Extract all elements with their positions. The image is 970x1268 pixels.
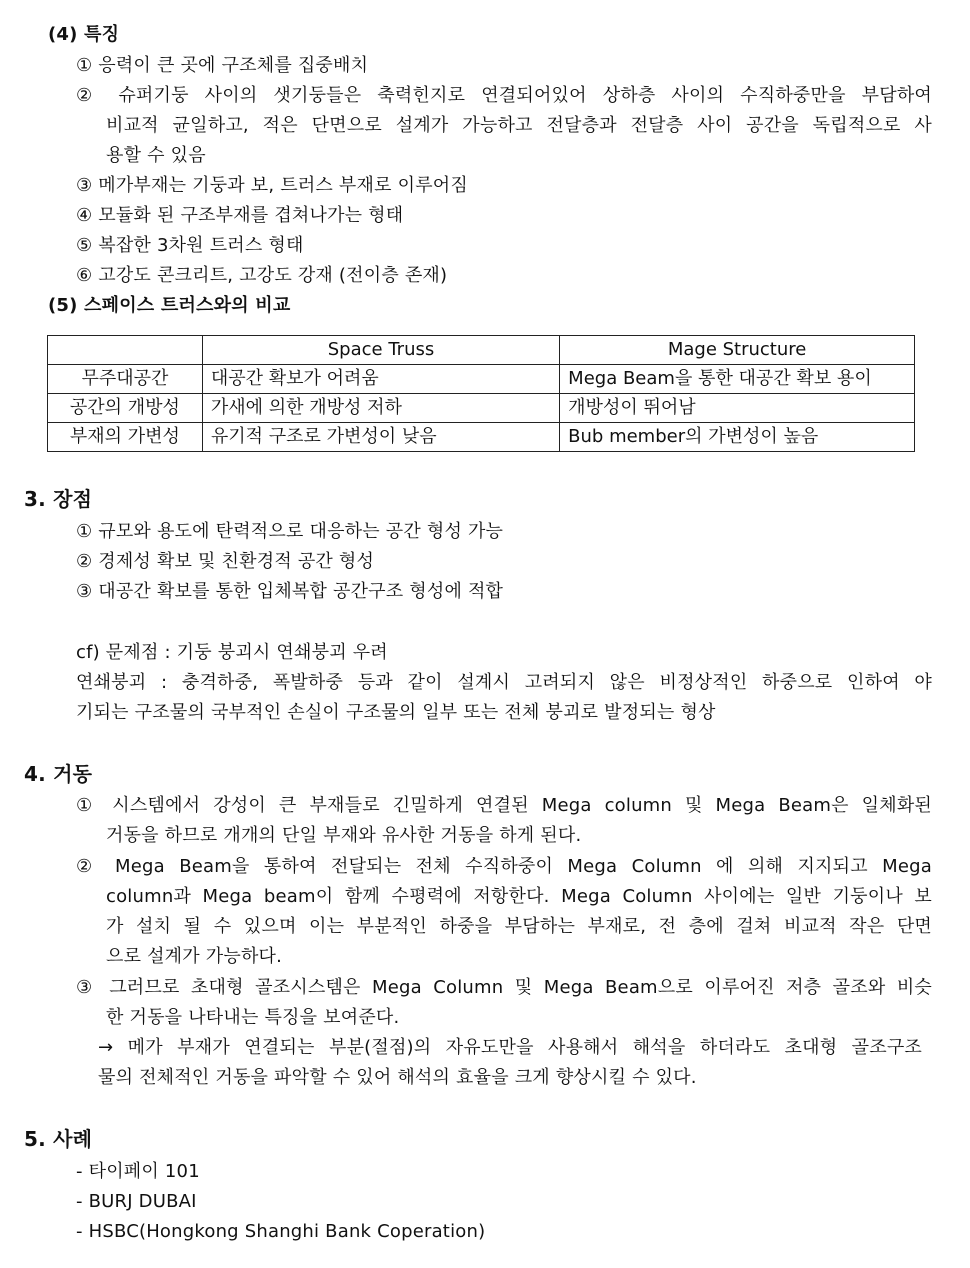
- table-row-label: 공간의 개방성: [48, 394, 203, 423]
- table-cell: Mega Beam을 통한 대공간 확보 용이: [560, 365, 915, 394]
- table-header-cell: [48, 336, 203, 365]
- behavior-item-2-cont: column과 Mega beam이 함께 수평력에 저항한다. Mega Column 사이에는 일반 기둥이나 보: [106, 886, 932, 907]
- table-row: [48, 365, 915, 394]
- behavior-item-2: ② Mega Beam을 통하여 전달되는 전체 수직하중이 Mega Column 에 의해 지지되고 Mega: [76, 856, 932, 877]
- table-row-label: 부재의 가변성: [48, 423, 203, 452]
- feature-item-1: ① 응력이 큰 곳에 구조체를 집중배치: [76, 55, 369, 76]
- feature-item-2-cont: 비교적 균일하고, 적은 단면으로 설계가 가능하고 전달층과 전달층 사이 공간을 독립적으로 사: [106, 115, 932, 136]
- table-cell: 대공간 확보가 어려움: [202, 365, 559, 394]
- feature-item-5: ⑤ 복잡한 3차원 트러스 형태: [76, 235, 304, 256]
- case-item-taipei: - 타이페이 101: [76, 1161, 200, 1182]
- behavior-note: → 메가 부재가 연결되는 부분(절점)의 자유도만을 사용해서 해석을 하더라도 초대형 골조구조: [98, 1037, 922, 1058]
- section-heading-cases: 5. 사례: [24, 1127, 93, 1151]
- behavior-item-3-cont: 한 거동을 나타내는 특징을 보여준다.: [106, 1007, 400, 1028]
- section-heading-features: (4) 특징: [48, 24, 120, 45]
- progressive-collapse-definition-cont: 기되는 구조물의 국부적인 손실이 구조물의 일부 또는 전체 붕괴로 발정되는 형상: [76, 702, 716, 723]
- advantage-item-3: ③ 대공간 확보를 통한 입체복합 공간구조 형성에 적합: [76, 581, 504, 602]
- section-heading-advantages: 3. 장점: [24, 487, 93, 511]
- behavior-item-3: ③ 그러므로 초대형 골조시스템은 Mega Column 및 Mega Beam으로 이루어진 저층 골조와 비슷: [76, 977, 932, 998]
- section-heading-comparison: (5) 스페이스 트러스와의 비교: [48, 295, 291, 316]
- problem-note: cf) 문제점 : 기둥 붕괴시 연쇄붕괴 우려: [76, 642, 388, 663]
- table-header-cell: Mage Structure: [560, 336, 915, 365]
- behavior-item-1-cont: 거동을 하므로 개개의 단일 부재와 유사한 거동을 하게 된다.: [106, 825, 582, 846]
- advantage-item-1: ① 규모와 용도에 탄력적으로 대응하는 공간 형성 가능: [76, 521, 504, 542]
- feature-item-2: ② 슈퍼기둥 사이의 샛기둥들은 축력힌지로 연결되어있어 상하층 사이의 수직하중만을 부담하여: [76, 85, 932, 106]
- table-header-row: [48, 336, 915, 365]
- table-cell: 유기적 구조로 가변성이 낮음: [202, 423, 559, 452]
- case-item-burj: - BURJ DUBAI: [76, 1191, 197, 1212]
- advantage-item-2: ② 경제성 확보 및 친환경적 공간 형성: [76, 551, 375, 572]
- table-row-label: 무주대공간: [48, 365, 203, 394]
- behavior-item-1: ① 시스템에서 강성이 큰 부재들로 긴밀하게 연결된 Mega column 및 Mega Beam은 일체화된: [76, 795, 932, 816]
- behavior-note-cont: 물의 전체적인 거동을 파악할 수 있어 해석의 효율을 크게 향상시킬 수 있다.: [98, 1067, 697, 1088]
- feature-item-6: ⑥ 고강도 콘크리트, 고강도 강재 (전이층 존재): [76, 265, 448, 286]
- case-item-hsbc: - HSBC(Hongkong Shanghi Bank Coperation): [76, 1221, 486, 1242]
- table-row: [48, 423, 915, 452]
- behavior-item-2-cont: 가 설치 될 수 있으며 이는 부분적인 하중을 부담하는 부재로, 전 층에 걸쳐 비교적 작은 단면: [106, 916, 932, 937]
- feature-item-4: ④ 모듈화 된 구조부재를 겹쳐나가는 형태: [76, 205, 404, 226]
- progressive-collapse-definition: 연쇄붕괴 : 충격하중, 폭발하중 등과 같이 설계시 고려되지 않은 비정상적인 하중으로 인하여 야: [76, 672, 932, 693]
- table-cell: Bub member의 가변성이 높음: [560, 423, 915, 452]
- behavior-item-2-cont: 으로 설계가 가능하다.: [106, 946, 283, 967]
- table-header-cell: Space Truss: [202, 336, 559, 365]
- feature-item-3: ③ 메가부재는 기둥과 보, 트러스 부재로 이루어짐: [76, 175, 468, 196]
- table-cell: 개방성이 뛰어남: [560, 394, 915, 423]
- table-row: [48, 394, 915, 423]
- table-cell: 가새에 의한 개방성 저하: [202, 394, 559, 423]
- comparison-table: [47, 335, 915, 452]
- feature-item-2-cont: 용할 수 있음: [106, 145, 206, 166]
- section-heading-behavior: 4. 거동: [24, 762, 93, 786]
